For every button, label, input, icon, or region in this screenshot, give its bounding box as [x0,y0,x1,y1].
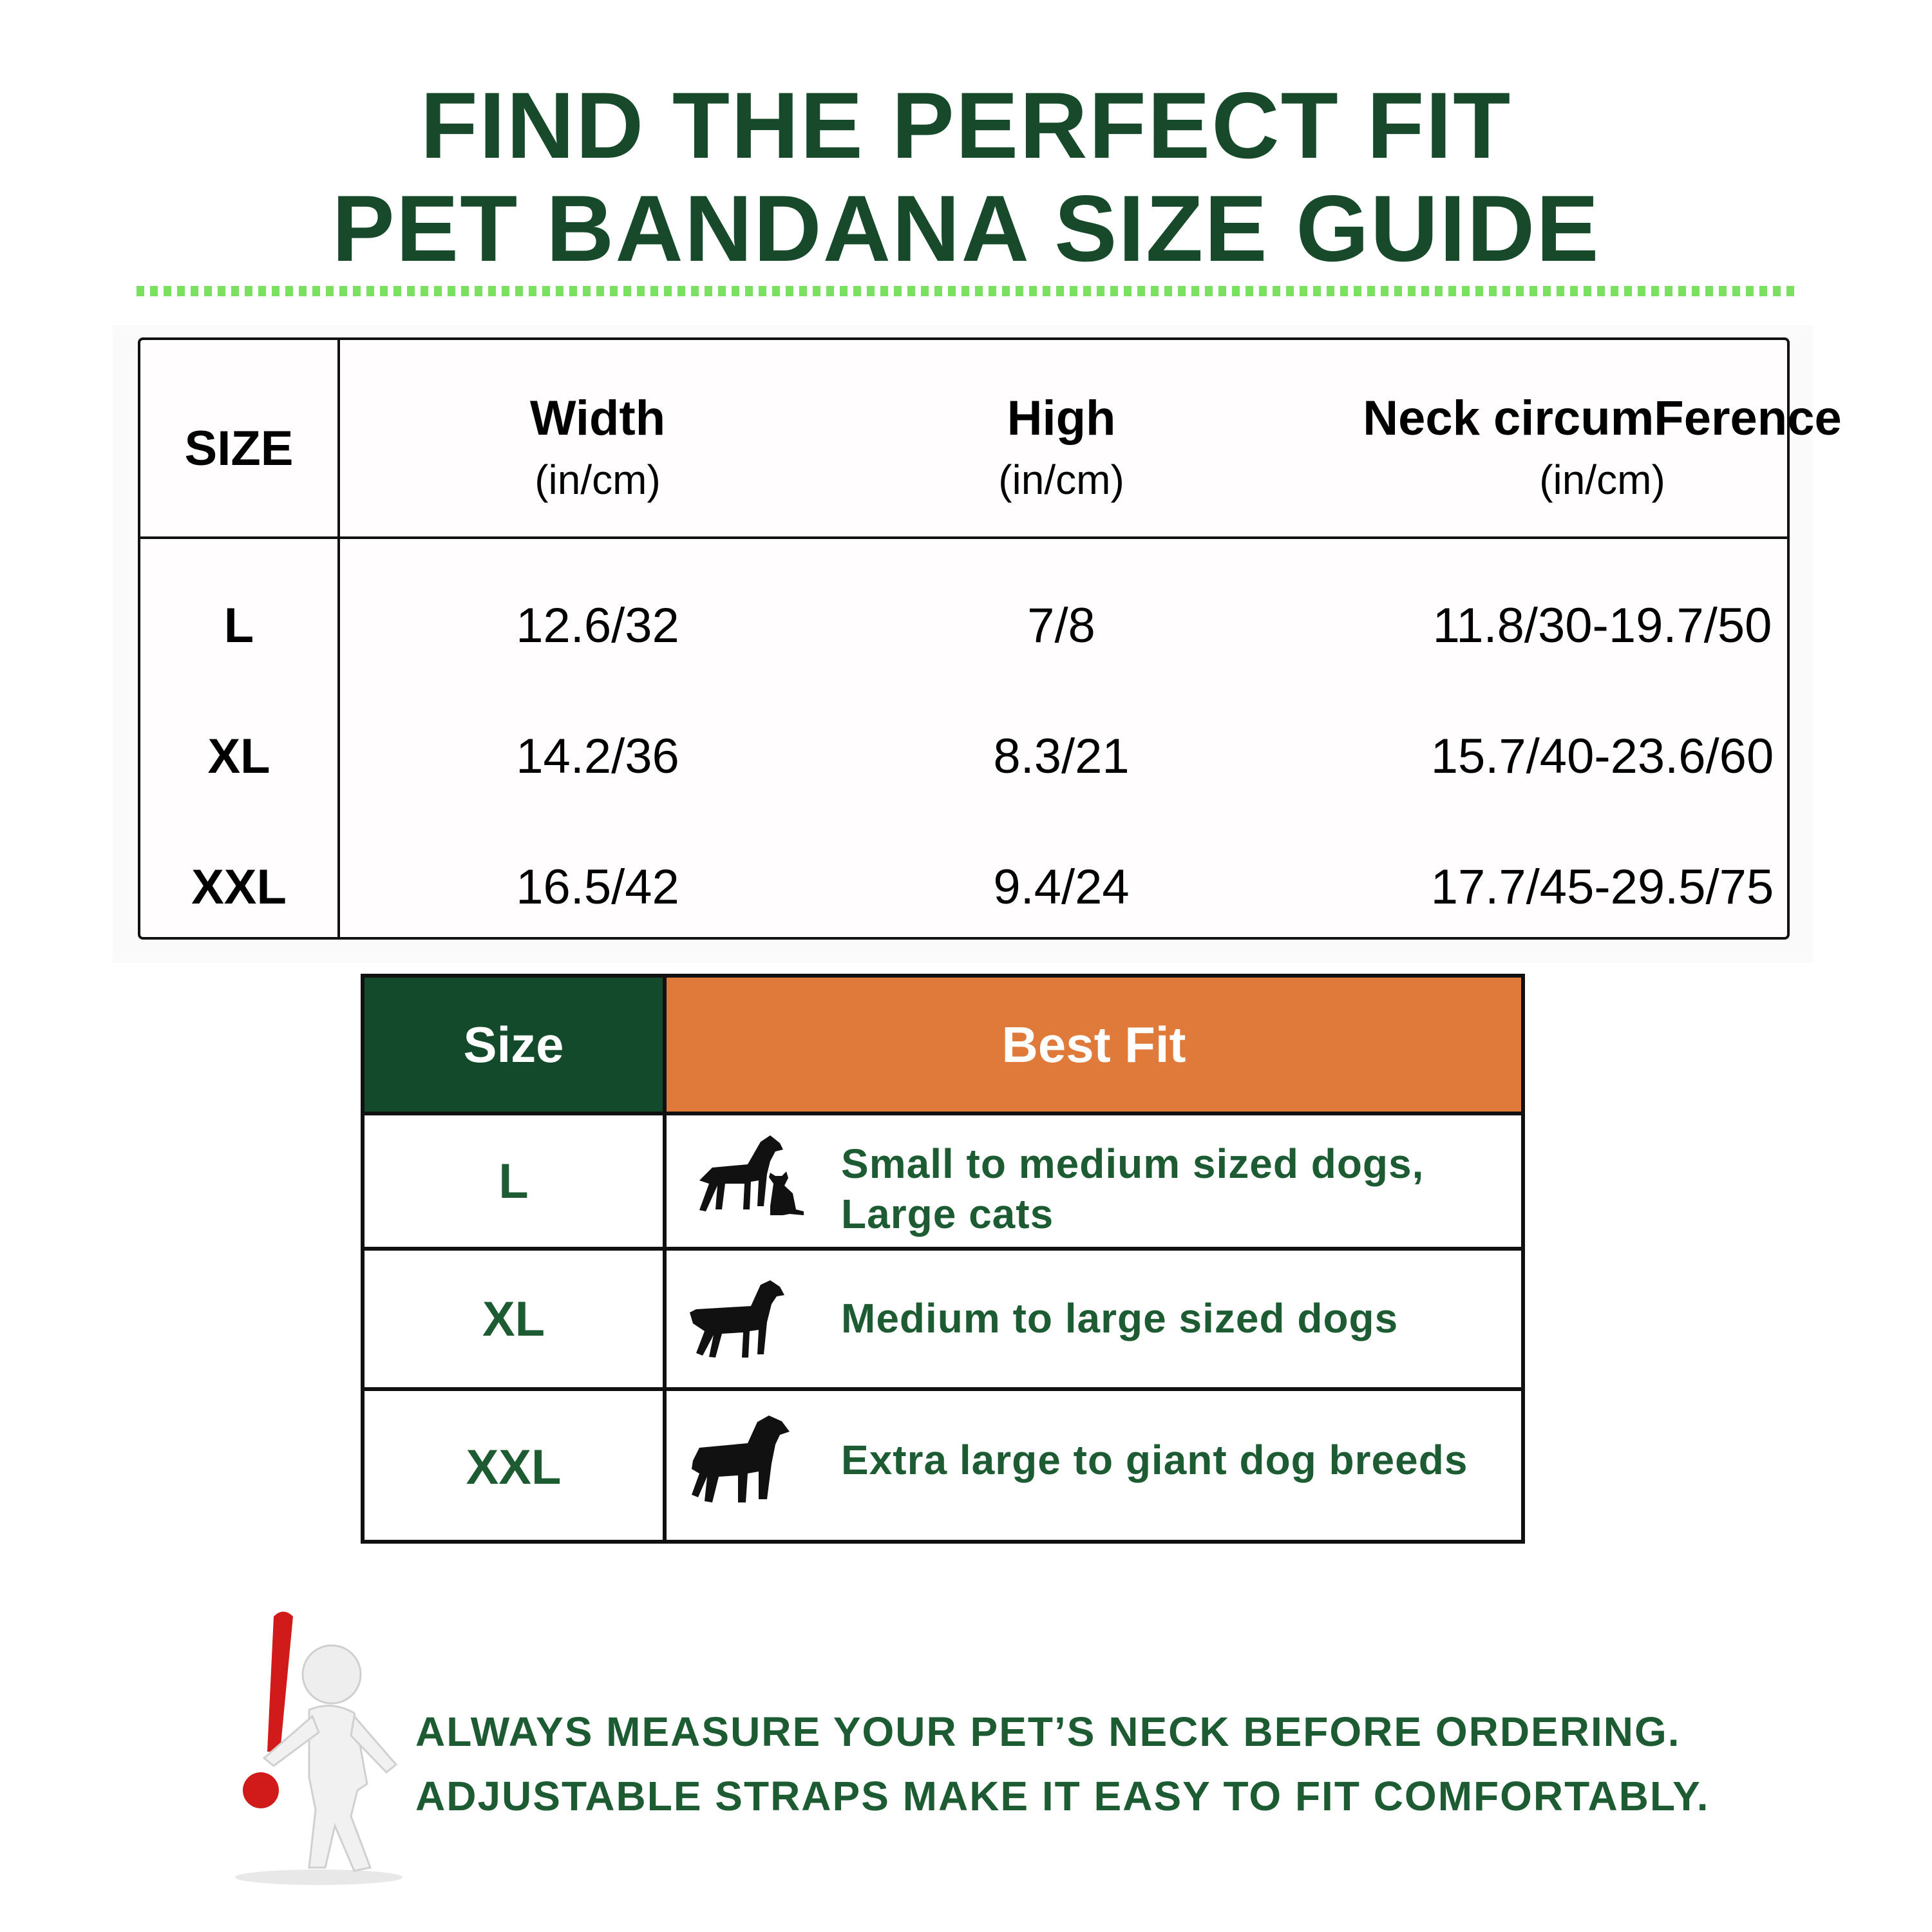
fit-size: XL [482,1291,545,1347]
header-high-unit: (in/cm) [998,457,1124,503]
large-dog-icon [687,1412,796,1509]
title-line-2: PET BANDANA SIZE GUIDE [332,176,1600,281]
header-size: Size [365,978,663,1112]
medium-dog-icon [687,1277,790,1364]
notice-line-1: ALWAYS MEASURE YOUR PET’S NECK BEFORE ORDERING. [415,1709,1681,1755]
column-divider [337,340,340,937]
dotted-divider [137,286,1798,296]
title-line-1: FIND THE PERFECT FIT [420,73,1512,178]
fit-description-line-2: Large cats [841,1191,1054,1237]
header-best-fit: Best Fit [667,978,1521,1112]
fit-description: Medium to large sized dogs [841,1295,1399,1341]
best-fit-table [361,974,1525,1544]
header-size: SIZE [184,421,294,476]
cell-width: 14.2/36 [516,729,679,784]
cell-width: 12.6/32 [516,598,679,653]
header-divider [140,536,1787,539]
fit-size: L [498,1153,529,1209]
cell-high: 9.4/24 [993,860,1130,914]
fit-size: XXL [466,1440,562,1495]
fit-description-line-1: Small to medium sized dogs, [841,1141,1425,1187]
header-width-unit: (in/cm) [535,457,661,503]
cell-width: 16.5/42 [516,860,679,914]
measurements-table [138,337,1842,940]
cell-neck: 11.8/30-19.7/50 [1432,598,1772,653]
row-size: XXL [191,860,287,914]
header-neck: Neck circumFerence [1363,391,1842,446]
row-size: L [223,598,254,653]
row-size: XL [207,729,270,784]
dog-and-cat-icon [687,1129,809,1226]
warning-person-icon [213,1604,425,1887]
header-high: High [1007,391,1116,446]
fit-description: Extra large to giant dog breeds [841,1437,1468,1483]
cell-high: 7/8 [1027,598,1095,653]
cell-neck: 15.7/40-23.6/60 [1430,729,1774,784]
column-divider [663,978,667,1540]
header-neck-unit: (in/cm) [1539,457,1665,503]
cell-neck: 17.7/45-29.5/75 [1430,860,1774,914]
header-width: Width [529,391,666,446]
notice-line-2: ADJUSTABLE STRAPS MAKE IT EASY TO FIT COMFORTABLY. [415,1773,1710,1819]
cell-high: 8.3/21 [993,729,1130,784]
